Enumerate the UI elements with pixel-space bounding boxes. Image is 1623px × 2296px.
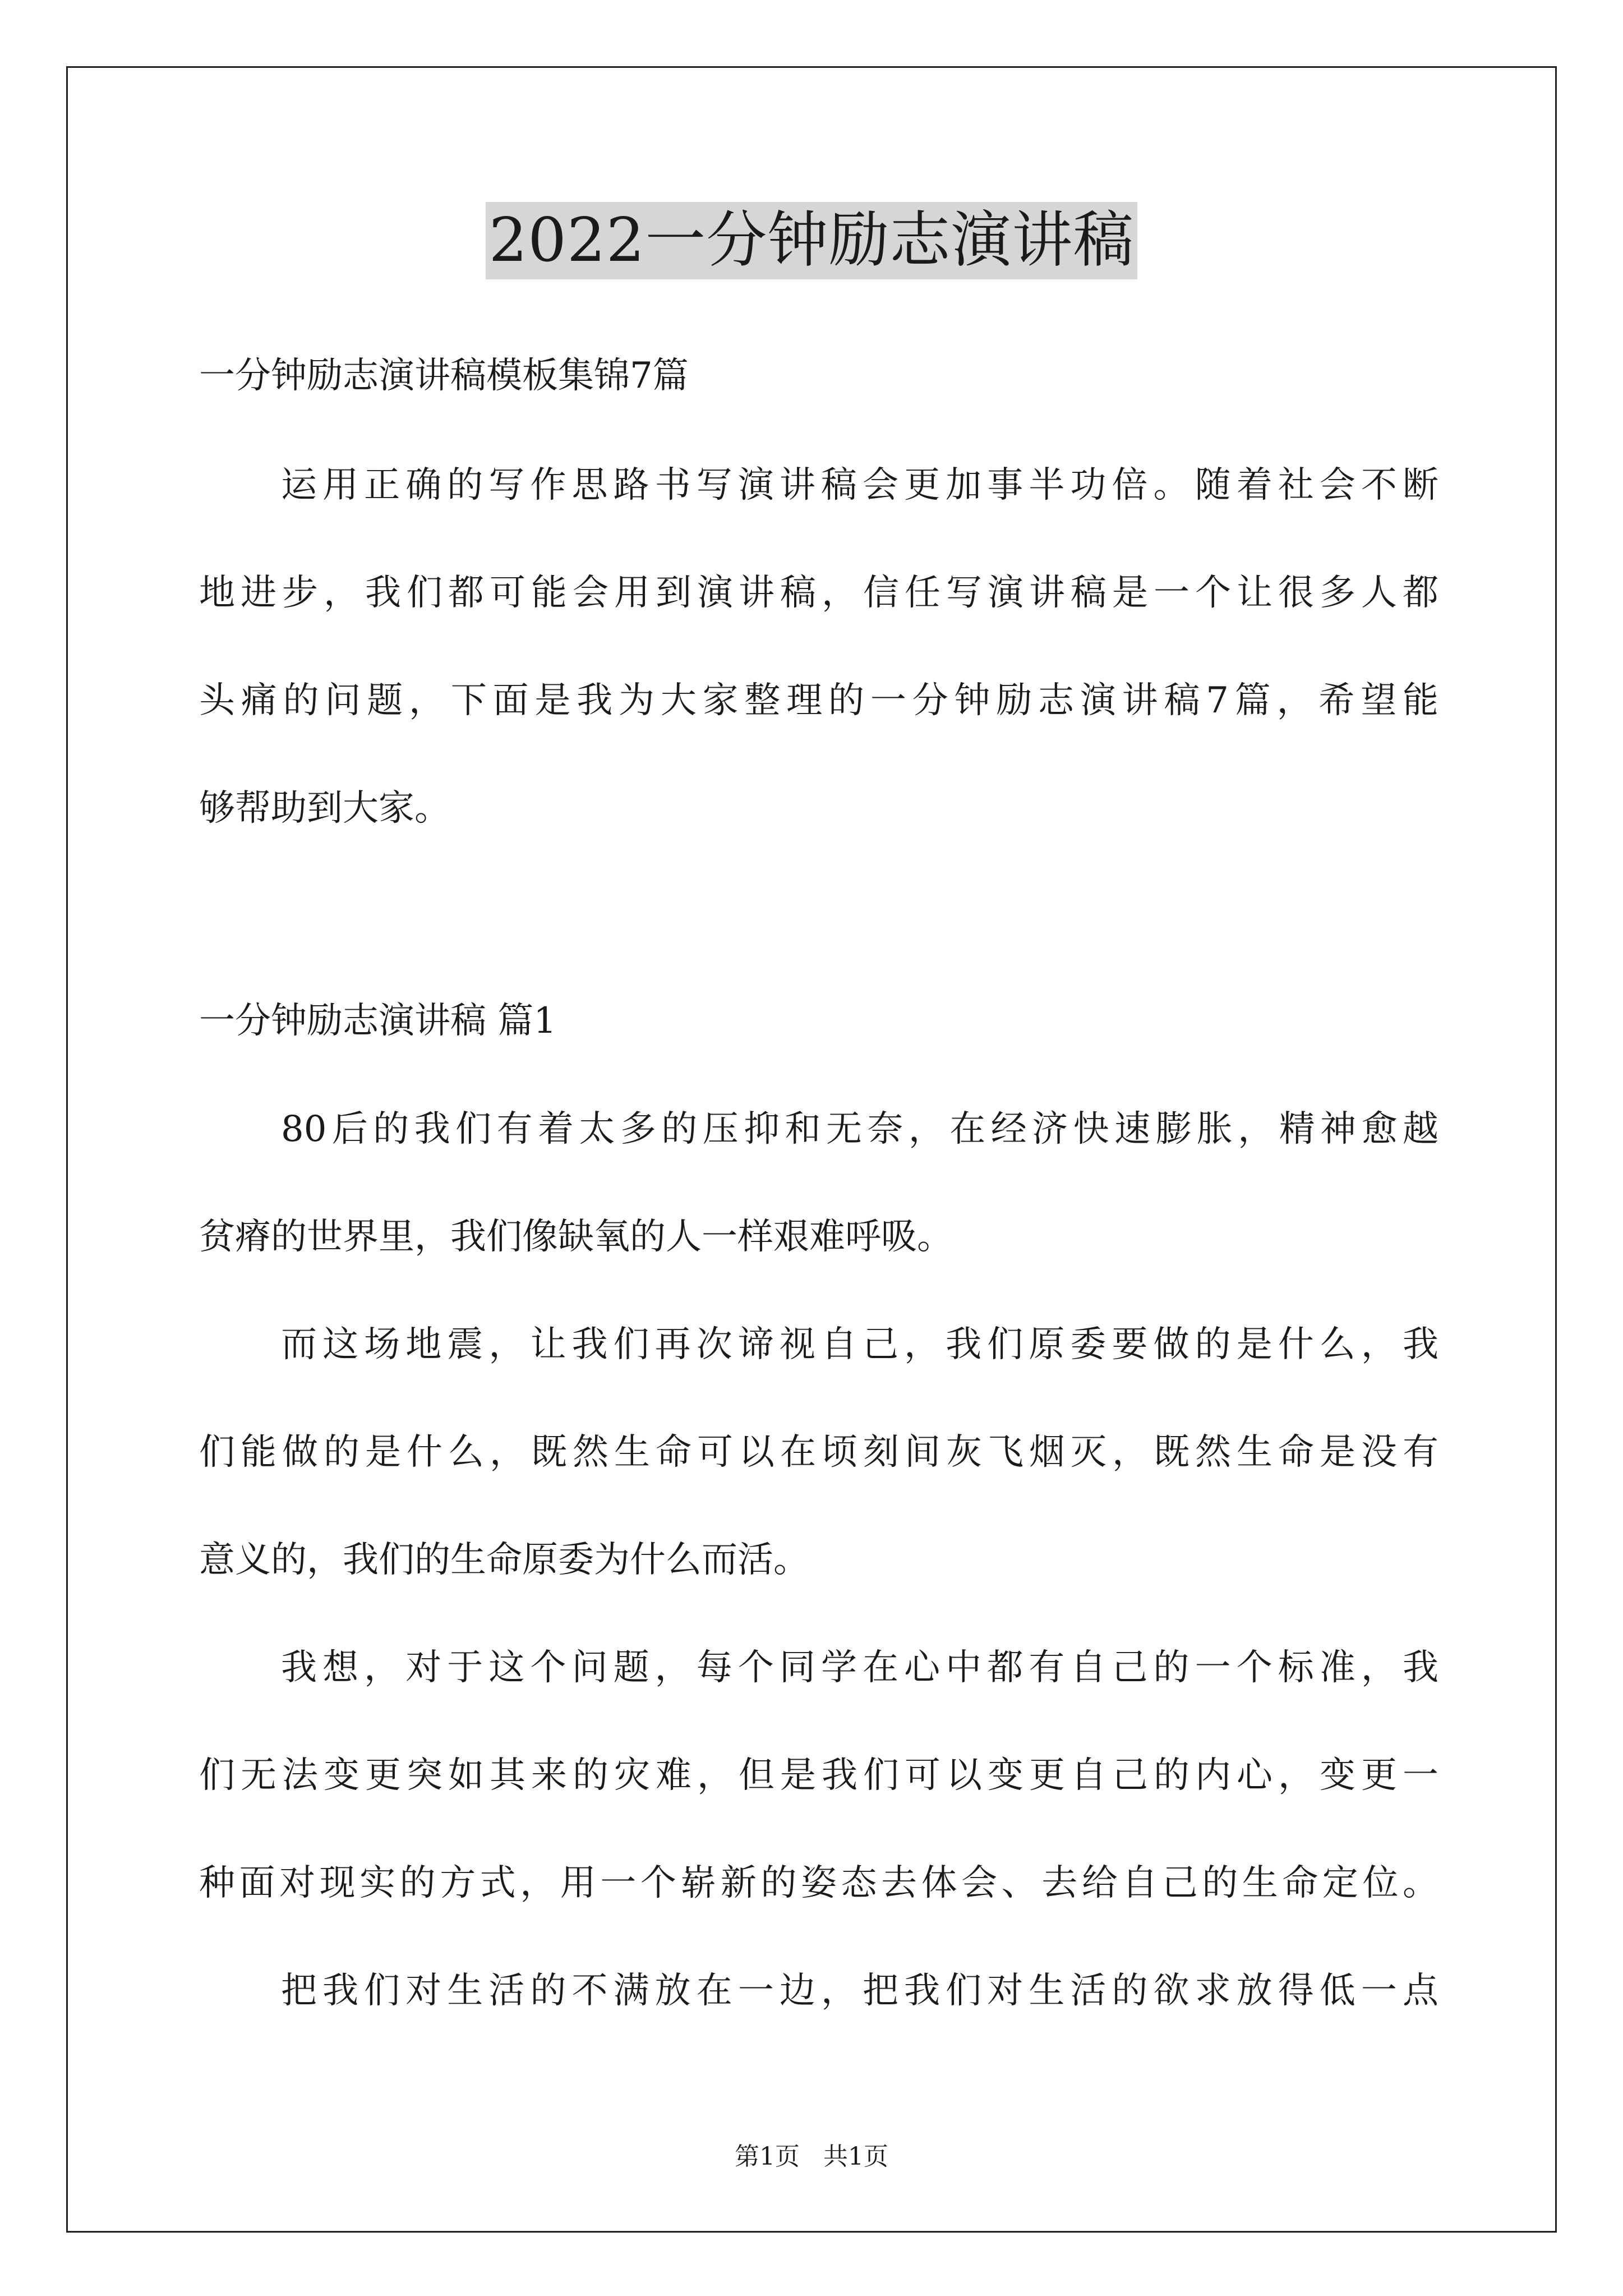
page-total: 共1页 [823, 2142, 888, 2171]
intro-line: 运用正确的写作思路书写演讲稿会更加事半功倍。随着社会不断 [281, 464, 1438, 506]
document-title: 2022一分钟励志演讲稿 [486, 202, 1138, 279]
paragraph-line: 种面对现实的方式，用一个崭新的姿态去体会、去给自己的生命定位。 [199, 1862, 1438, 1904]
intro-line: 够帮助到大家。 [199, 788, 450, 829]
paragraph-line: 们能做的是什么，既然生命可以在顷刻间灰飞烟灭，既然生命是没有 [199, 1432, 1438, 1473]
intro-line: 地进步，我们都可能会用到演讲稿，信任写演讲稿是一个让很多人都 [199, 572, 1438, 614]
intro-line: 头痛的问题，下面是我为大家整理的一分钟励志演讲稿7篇，希望能 [199, 680, 1438, 721]
paragraph-line: 我想，对于这个问题，每个同学在心中都有自己的一个标准，我 [281, 1647, 1438, 1688]
paragraph-line: 意义的，我们的生命原委为什么而活。 [199, 1539, 809, 1581]
page-number: 第1页 [735, 2142, 800, 2171]
paragraph-line: 80后的我们有着太多的压抑和无奈，在经济快速膨胀，精神愈越 [281, 1108, 1438, 1150]
document-subtitle: 一分钟励志演讲稿模板集锦7篇 [199, 355, 689, 397]
page-footer [0, 2140, 1623, 2174]
section-heading: 一分钟励志演讲稿 篇1 [199, 1000, 557, 1042]
title-container [0, 202, 1623, 279]
paragraph-line: 把我们对生活的不满放在一边，把我们对生活的欲求放得低一点 [281, 1970, 1438, 2012]
paragraph-line: 而这场地震，让我们再次谛视自己，我们原委要做的是什么，我 [281, 1324, 1438, 1365]
paragraph-line: 贫瘠的世界里，我们像缺氧的人一样艰难呼吸。 [199, 1216, 953, 1258]
paragraph-line: 们无法变更突如其来的灾难，但是我们可以变更自己的内心，变更一 [199, 1755, 1438, 1796]
